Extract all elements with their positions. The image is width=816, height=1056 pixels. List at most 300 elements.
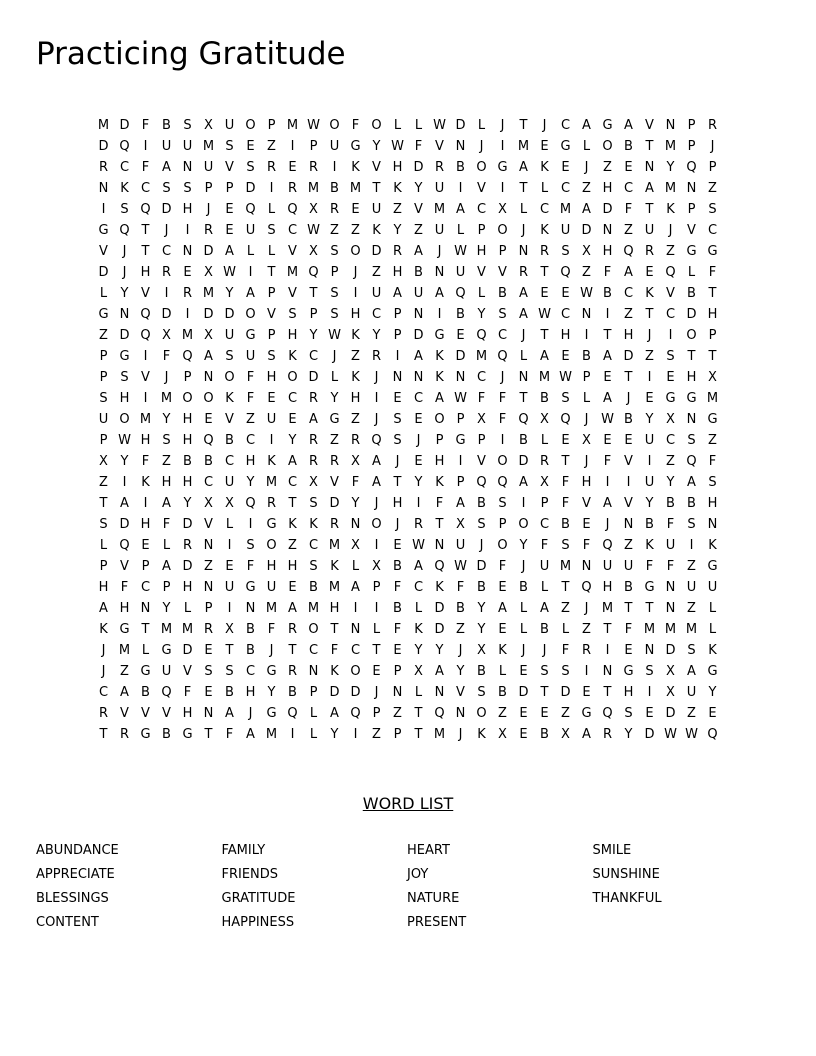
grid-letter[interactable]: H (266, 370, 277, 385)
grid-letter[interactable]: W (433, 118, 446, 133)
grid-letter[interactable]: A (393, 286, 402, 301)
grid-letter[interactable]: S (498, 496, 507, 511)
grid-letter[interactable]: O (329, 118, 340, 133)
grid-letter[interactable]: B (309, 580, 318, 595)
grid-letter[interactable]: V (225, 412, 234, 427)
grid-letter[interactable]: E (666, 370, 675, 385)
grid-letter[interactable]: N (434, 538, 445, 553)
grid-letter[interactable]: W (454, 559, 467, 574)
grid-letter[interactable]: U (623, 559, 634, 574)
grid-letter[interactable]: T (204, 727, 213, 742)
grid-letter[interactable]: Z (708, 433, 717, 448)
grid-letter[interactable]: E (561, 349, 570, 364)
grid-letter[interactable]: S (330, 307, 339, 322)
grid-letter[interactable]: P (141, 559, 150, 574)
grid-letter[interactable]: Q (665, 265, 676, 280)
grid-letter[interactable]: X (582, 433, 591, 448)
grid-letter[interactable]: B (540, 727, 549, 742)
grid-letter[interactable]: K (645, 538, 654, 553)
grid-letter[interactable]: O (497, 454, 508, 469)
grid-letter[interactable]: K (372, 223, 381, 238)
grid-letter[interactable]: R (644, 244, 655, 259)
grid-letter[interactable]: Z (687, 706, 696, 721)
grid-letter[interactable]: E (540, 286, 549, 301)
grid-letter[interactable]: T (540, 265, 549, 280)
grid-letter[interactable]: L (708, 601, 717, 616)
grid-letter[interactable]: S (120, 370, 129, 385)
grid-letter[interactable]: J (353, 265, 358, 280)
grid-letter[interactable]: J (626, 391, 631, 406)
grid-letter[interactable]: S (687, 433, 696, 448)
grid-letter[interactable]: P (99, 370, 108, 385)
grid-letter[interactable]: W (307, 223, 320, 238)
grid-letter[interactable]: X (309, 244, 318, 259)
grid-letter[interactable]: E (204, 643, 213, 658)
grid-letter[interactable]: Z (687, 601, 696, 616)
grid-letter[interactable]: B (183, 454, 192, 469)
grid-letter[interactable]: F (624, 202, 633, 217)
grid-letter[interactable]: O (371, 517, 382, 532)
grid-letter[interactable]: Q (350, 706, 361, 721)
grid-letter[interactable]: M (643, 622, 656, 637)
grid-letter[interactable]: B (477, 580, 486, 595)
grid-letter[interactable]: M (664, 139, 677, 154)
grid-letter[interactable]: A (414, 559, 423, 574)
grid-letter[interactable]: F (582, 538, 591, 553)
grid-letter[interactable]: X (225, 622, 234, 637)
grid-letter[interactable]: J (521, 328, 526, 343)
grid-letter[interactable]: S (393, 433, 402, 448)
grid-letter[interactable]: U (434, 181, 445, 196)
grid-letter[interactable]: G (98, 307, 109, 322)
grid-letter[interactable]: I (437, 307, 442, 322)
grid-letter[interactable]: W (454, 391, 467, 406)
grid-letter[interactable]: Y (393, 223, 402, 238)
grid-letter[interactable]: D (476, 559, 487, 574)
grid-letter[interactable]: Q (686, 160, 697, 175)
grid-letter[interactable]: P (204, 601, 213, 616)
grid-letter[interactable]: Y (120, 286, 129, 301)
grid-letter[interactable]: P (309, 685, 318, 700)
grid-letter[interactable]: Y (351, 496, 360, 511)
grid-letter[interactable]: M (139, 412, 152, 427)
grid-letter[interactable]: V (141, 706, 150, 721)
grid-letter[interactable]: P (687, 202, 696, 217)
grid-letter[interactable]: K (708, 538, 717, 553)
grid-letter[interactable]: S (561, 391, 570, 406)
grid-letter[interactable]: X (540, 412, 549, 427)
grid-letter[interactable]: D (518, 685, 529, 700)
grid-letter[interactable]: E (183, 265, 192, 280)
grid-letter[interactable]: A (435, 391, 444, 406)
grid-letter[interactable]: H (287, 559, 298, 574)
grid-letter[interactable]: F (141, 118, 150, 133)
grid-letter[interactable]: K (393, 181, 402, 196)
grid-letter[interactable]: C (140, 580, 151, 595)
grid-letter[interactable]: L (99, 286, 108, 301)
grid-letter[interactable]: O (371, 118, 382, 133)
grid-letter[interactable]: Q (602, 706, 613, 721)
grid-letter[interactable]: X (204, 328, 213, 343)
grid-letter[interactable]: P (393, 664, 402, 679)
grid-letter[interactable]: E (540, 706, 549, 721)
grid-letter[interactable]: H (182, 412, 193, 427)
grid-letter[interactable]: V (477, 454, 486, 469)
grid-letter[interactable]: F (435, 496, 444, 511)
grid-letter[interactable]: J (416, 433, 421, 448)
grid-letter[interactable]: D (434, 622, 445, 637)
grid-letter[interactable]: A (687, 475, 696, 490)
grid-letter[interactable]: S (708, 202, 717, 217)
grid-letter[interactable]: I (185, 307, 190, 322)
grid-letter[interactable]: P (582, 370, 591, 385)
grid-letter[interactable]: T (141, 244, 150, 259)
grid-letter[interactable]: H (602, 181, 613, 196)
grid-letter[interactable]: D (602, 202, 613, 217)
grid-letter[interactable]: I (290, 139, 295, 154)
grid-letter[interactable]: B (162, 727, 171, 742)
grid-letter[interactable]: J (458, 643, 463, 658)
grid-letter[interactable]: K (330, 664, 339, 679)
grid-letter[interactable]: Y (120, 454, 129, 469)
grid-letter[interactable]: T (225, 643, 234, 658)
grid-letter[interactable]: Z (561, 601, 570, 616)
grid-letter[interactable]: E (498, 580, 507, 595)
grid-letter[interactable]: V (624, 496, 633, 511)
grid-letter[interactable]: T (687, 349, 696, 364)
grid-letter[interactable]: R (539, 244, 550, 259)
grid-letter[interactable]: Q (140, 307, 151, 322)
grid-letter[interactable]: K (435, 580, 444, 595)
grid-letter[interactable]: H (182, 202, 193, 217)
grid-letter[interactable]: M (265, 601, 278, 616)
grid-letter[interactable]: M (202, 139, 215, 154)
grid-letter[interactable]: W (580, 286, 593, 301)
grid-letter[interactable]: A (582, 118, 591, 133)
grid-letter[interactable]: J (122, 265, 127, 280)
grid-letter[interactable]: Y (414, 643, 423, 658)
grid-letter[interactable]: I (332, 160, 337, 175)
grid-letter[interactable]: C (287, 391, 298, 406)
grid-letter[interactable]: T (645, 139, 654, 154)
grid-letter[interactable]: P (372, 706, 381, 721)
grid-letter[interactable]: J (374, 496, 379, 511)
grid-letter[interactable]: M (160, 622, 173, 637)
grid-letter[interactable]: R (182, 538, 193, 553)
grid-letter[interactable]: A (120, 496, 129, 511)
grid-letter[interactable]: A (519, 286, 528, 301)
grid-letter[interactable]: R (308, 454, 319, 469)
grid-letter[interactable]: V (414, 202, 423, 217)
grid-letter[interactable]: M (685, 622, 698, 637)
grid-letter[interactable]: S (225, 139, 234, 154)
grid-letter[interactable]: B (687, 286, 696, 301)
grid-letter[interactable]: Z (162, 454, 171, 469)
grid-letter[interactable]: E (561, 433, 570, 448)
grid-letter[interactable]: R (329, 454, 340, 469)
grid-letter[interactable]: D (350, 685, 361, 700)
grid-letter[interactable]: D (581, 223, 592, 238)
grid-letter[interactable]: I (647, 685, 652, 700)
grid-letter[interactable]: C (623, 286, 634, 301)
grid-letter[interactable]: X (477, 643, 486, 658)
grid-letter[interactable]: B (687, 496, 696, 511)
grid-letter[interactable]: D (455, 118, 466, 133)
grid-letter[interactable]: K (141, 475, 150, 490)
grid-letter[interactable]: A (603, 391, 612, 406)
grid-letter[interactable]: W (601, 412, 614, 427)
grid-letter[interactable]: I (374, 601, 379, 616)
grid-letter[interactable]: O (476, 160, 487, 175)
grid-letter[interactable]: X (204, 496, 213, 511)
grid-letter[interactable]: N (581, 559, 592, 574)
grid-letter[interactable]: H (623, 685, 634, 700)
grid-letter[interactable]: M (286, 118, 299, 133)
grid-letter[interactable]: K (435, 349, 444, 364)
grid-letter[interactable]: Z (351, 412, 360, 427)
grid-letter[interactable]: B (393, 559, 402, 574)
grid-letter[interactable]: Z (687, 559, 696, 574)
grid-letter[interactable]: Q (371, 433, 382, 448)
grid-letter[interactable]: V (645, 118, 654, 133)
grid-letter[interactable]: L (309, 727, 318, 742)
grid-letter[interactable]: L (477, 286, 486, 301)
grid-letter[interactable]: N (665, 118, 676, 133)
grid-letter[interactable]: J (479, 538, 484, 553)
grid-letter[interactable]: A (225, 706, 234, 721)
grid-letter[interactable]: U (644, 475, 655, 490)
grid-letter[interactable]: J (332, 349, 337, 364)
grid-letter[interactable]: E (204, 412, 213, 427)
grid-letter[interactable]: K (540, 160, 549, 175)
grid-letter[interactable]: S (666, 349, 675, 364)
grid-letter[interactable]: Q (518, 412, 529, 427)
grid-letter[interactable]: Y (309, 328, 318, 343)
grid-letter[interactable]: Q (476, 475, 487, 490)
grid-letter[interactable]: M (265, 727, 278, 742)
grid-letter[interactable]: D (119, 118, 130, 133)
grid-letter[interactable]: J (374, 685, 379, 700)
grid-letter[interactable]: N (518, 370, 529, 385)
grid-letter[interactable]: M (181, 622, 194, 637)
grid-letter[interactable]: I (521, 496, 526, 511)
grid-letter[interactable]: Z (393, 706, 402, 721)
grid-letter[interactable]: D (665, 643, 676, 658)
grid-letter[interactable]: U (371, 286, 382, 301)
grid-letter[interactable]: O (350, 244, 361, 259)
grid-letter[interactable]: G (455, 433, 466, 448)
grid-letter[interactable]: Q (497, 349, 508, 364)
grid-letter[interactable]: U (329, 139, 340, 154)
grid-letter[interactable]: X (351, 454, 360, 469)
grid-letter[interactable]: Y (414, 181, 423, 196)
grid-letter[interactable]: M (118, 643, 131, 658)
grid-letter[interactable]: L (561, 622, 570, 637)
grid-letter[interactable]: T (99, 496, 108, 511)
grid-letter[interactable]: M (538, 370, 551, 385)
grid-letter[interactable]: N (413, 307, 424, 322)
grid-letter[interactable]: C (161, 244, 172, 259)
grid-letter[interactable]: I (101, 202, 106, 217)
grid-letter[interactable]: X (99, 454, 108, 469)
grid-letter[interactable]: O (308, 622, 319, 637)
grid-letter[interactable]: S (477, 685, 486, 700)
grid-letter[interactable]: S (99, 517, 108, 532)
grid-letter[interactable]: F (246, 559, 255, 574)
grid-letter[interactable]: V (99, 244, 108, 259)
grid-letter[interactable]: O (203, 391, 214, 406)
grid-letter[interactable]: L (267, 202, 276, 217)
grid-letter[interactable]: A (225, 244, 234, 259)
grid-letter[interactable]: E (372, 664, 381, 679)
grid-letter[interactable]: J (395, 454, 400, 469)
grid-letter[interactable]: A (435, 664, 444, 679)
grid-letter[interactable]: M (559, 559, 572, 574)
grid-letter[interactable]: Y (624, 727, 633, 742)
grid-letter[interactable]: U (224, 118, 235, 133)
grid-letter[interactable]: W (454, 244, 467, 259)
grid-letter[interactable]: N (98, 181, 109, 196)
grid-letter[interactable]: F (225, 727, 234, 742)
grid-letter[interactable]: L (582, 391, 591, 406)
grid-letter[interactable]: U (161, 139, 172, 154)
grid-letter[interactable]: Z (582, 265, 591, 280)
grid-letter[interactable]: U (98, 412, 109, 427)
grid-letter[interactable]: S (708, 475, 717, 490)
grid-letter[interactable]: R (287, 664, 298, 679)
grid-letter[interactable]: M (433, 727, 446, 742)
grid-letter[interactable]: O (245, 118, 256, 133)
grid-letter[interactable]: X (561, 727, 570, 742)
grid-letter[interactable]: F (477, 391, 486, 406)
grid-letter[interactable]: C (287, 475, 298, 490)
grid-letter[interactable]: E (603, 433, 612, 448)
grid-letter[interactable]: S (561, 244, 570, 259)
grid-letter[interactable]: F (267, 622, 276, 637)
grid-letter[interactable]: T (414, 706, 423, 721)
grid-letter[interactable]: Z (666, 244, 675, 259)
grid-letter[interactable]: M (475, 349, 488, 364)
grid-letter[interactable]: N (686, 181, 697, 196)
grid-letter[interactable]: J (584, 454, 589, 469)
grid-letter[interactable]: Y (288, 433, 297, 448)
grid-letter[interactable]: J (584, 160, 589, 175)
grid-letter[interactable]: L (519, 349, 528, 364)
grid-letter[interactable]: Q (434, 559, 445, 574)
grid-letter[interactable]: I (395, 349, 400, 364)
grid-letter[interactable]: Q (140, 202, 151, 217)
grid-letter[interactable]: S (225, 349, 234, 364)
grid-letter[interactable]: M (307, 601, 320, 616)
grid-letter[interactable]: U (665, 538, 676, 553)
grid-letter[interactable]: W (559, 370, 572, 385)
grid-letter[interactable]: K (435, 370, 444, 385)
grid-letter[interactable]: Y (330, 727, 339, 742)
grid-letter[interactable]: H (266, 559, 277, 574)
grid-letter[interactable]: T (99, 727, 108, 742)
grid-letter[interactable]: O (602, 139, 613, 154)
grid-letter[interactable]: D (665, 706, 676, 721)
grid-letter[interactable]: V (456, 685, 465, 700)
grid-letter[interactable]: G (707, 412, 718, 427)
grid-letter[interactable]: L (540, 433, 549, 448)
grid-letter[interactable]: C (245, 433, 256, 448)
grid-letter[interactable]: T (624, 370, 633, 385)
grid-letter[interactable]: S (225, 664, 234, 679)
grid-letter[interactable]: B (477, 496, 486, 511)
grid-letter[interactable]: P (435, 433, 444, 448)
grid-letter[interactable]: C (476, 202, 487, 217)
grid-letter[interactable]: Q (161, 685, 172, 700)
grid-letter[interactable]: E (204, 685, 213, 700)
grid-letter[interactable]: E (225, 223, 234, 238)
grid-letter[interactable]: P (99, 433, 108, 448)
grid-letter[interactable]: U (161, 664, 172, 679)
grid-letter[interactable]: Z (582, 181, 591, 196)
grid-letter[interactable]: P (99, 349, 108, 364)
grid-letter[interactable]: P (99, 559, 108, 574)
grid-letter[interactable]: A (687, 664, 696, 679)
grid-letter[interactable]: L (141, 643, 150, 658)
grid-letter[interactable]: F (246, 370, 255, 385)
grid-letter[interactable]: D (434, 601, 445, 616)
grid-letter[interactable]: Z (246, 412, 255, 427)
grid-letter[interactable]: J (248, 706, 253, 721)
grid-letter[interactable]: R (308, 160, 319, 175)
grid-letter[interactable]: A (582, 202, 591, 217)
grid-letter[interactable]: T (645, 202, 654, 217)
grid-letter[interactable]: Z (456, 622, 465, 637)
grid-letter[interactable]: D (203, 244, 214, 259)
grid-letter[interactable]: F (162, 517, 171, 532)
grid-letter[interactable]: G (119, 349, 130, 364)
grid-letter[interactable]: Z (372, 265, 381, 280)
grid-letter[interactable]: I (248, 265, 253, 280)
grid-letter[interactable]: C (308, 538, 319, 553)
grid-letter[interactable]: T (519, 181, 528, 196)
grid-letter[interactable]: P (498, 244, 507, 259)
grid-letter[interactable]: I (122, 475, 127, 490)
grid-letter[interactable]: E (141, 538, 150, 553)
grid-letter[interactable]: I (353, 601, 358, 616)
grid-letter[interactable]: F (498, 559, 507, 574)
grid-letter[interactable]: I (500, 181, 505, 196)
grid-letter[interactable]: Y (477, 622, 486, 637)
grid-letter[interactable]: X (666, 664, 675, 679)
grid-letter[interactable]: U (224, 328, 235, 343)
grid-letter[interactable]: M (202, 286, 215, 301)
grid-letter[interactable]: G (707, 244, 718, 259)
grid-letter[interactable]: K (435, 475, 444, 490)
grid-letter[interactable]: G (602, 118, 613, 133)
grid-letter[interactable]: A (288, 454, 297, 469)
grid-letter[interactable]: J (500, 118, 505, 133)
grid-letter[interactable]: Q (308, 265, 319, 280)
grid-letter[interactable]: Q (245, 202, 256, 217)
grid-letter[interactable]: X (540, 475, 549, 490)
grid-letter[interactable]: H (707, 496, 718, 511)
grid-letter[interactable]: M (433, 202, 446, 217)
grid-letter[interactable]: C (665, 307, 676, 322)
grid-letter[interactable]: Y (645, 496, 654, 511)
grid-letter[interactable]: Y (645, 412, 654, 427)
grid-letter[interactable]: A (624, 118, 633, 133)
grid-letter[interactable]: W (412, 538, 425, 553)
grid-letter[interactable]: M (265, 475, 278, 490)
grid-letter[interactable]: R (266, 496, 277, 511)
grid-letter[interactable]: O (266, 538, 277, 553)
grid-letter[interactable]: A (645, 181, 654, 196)
